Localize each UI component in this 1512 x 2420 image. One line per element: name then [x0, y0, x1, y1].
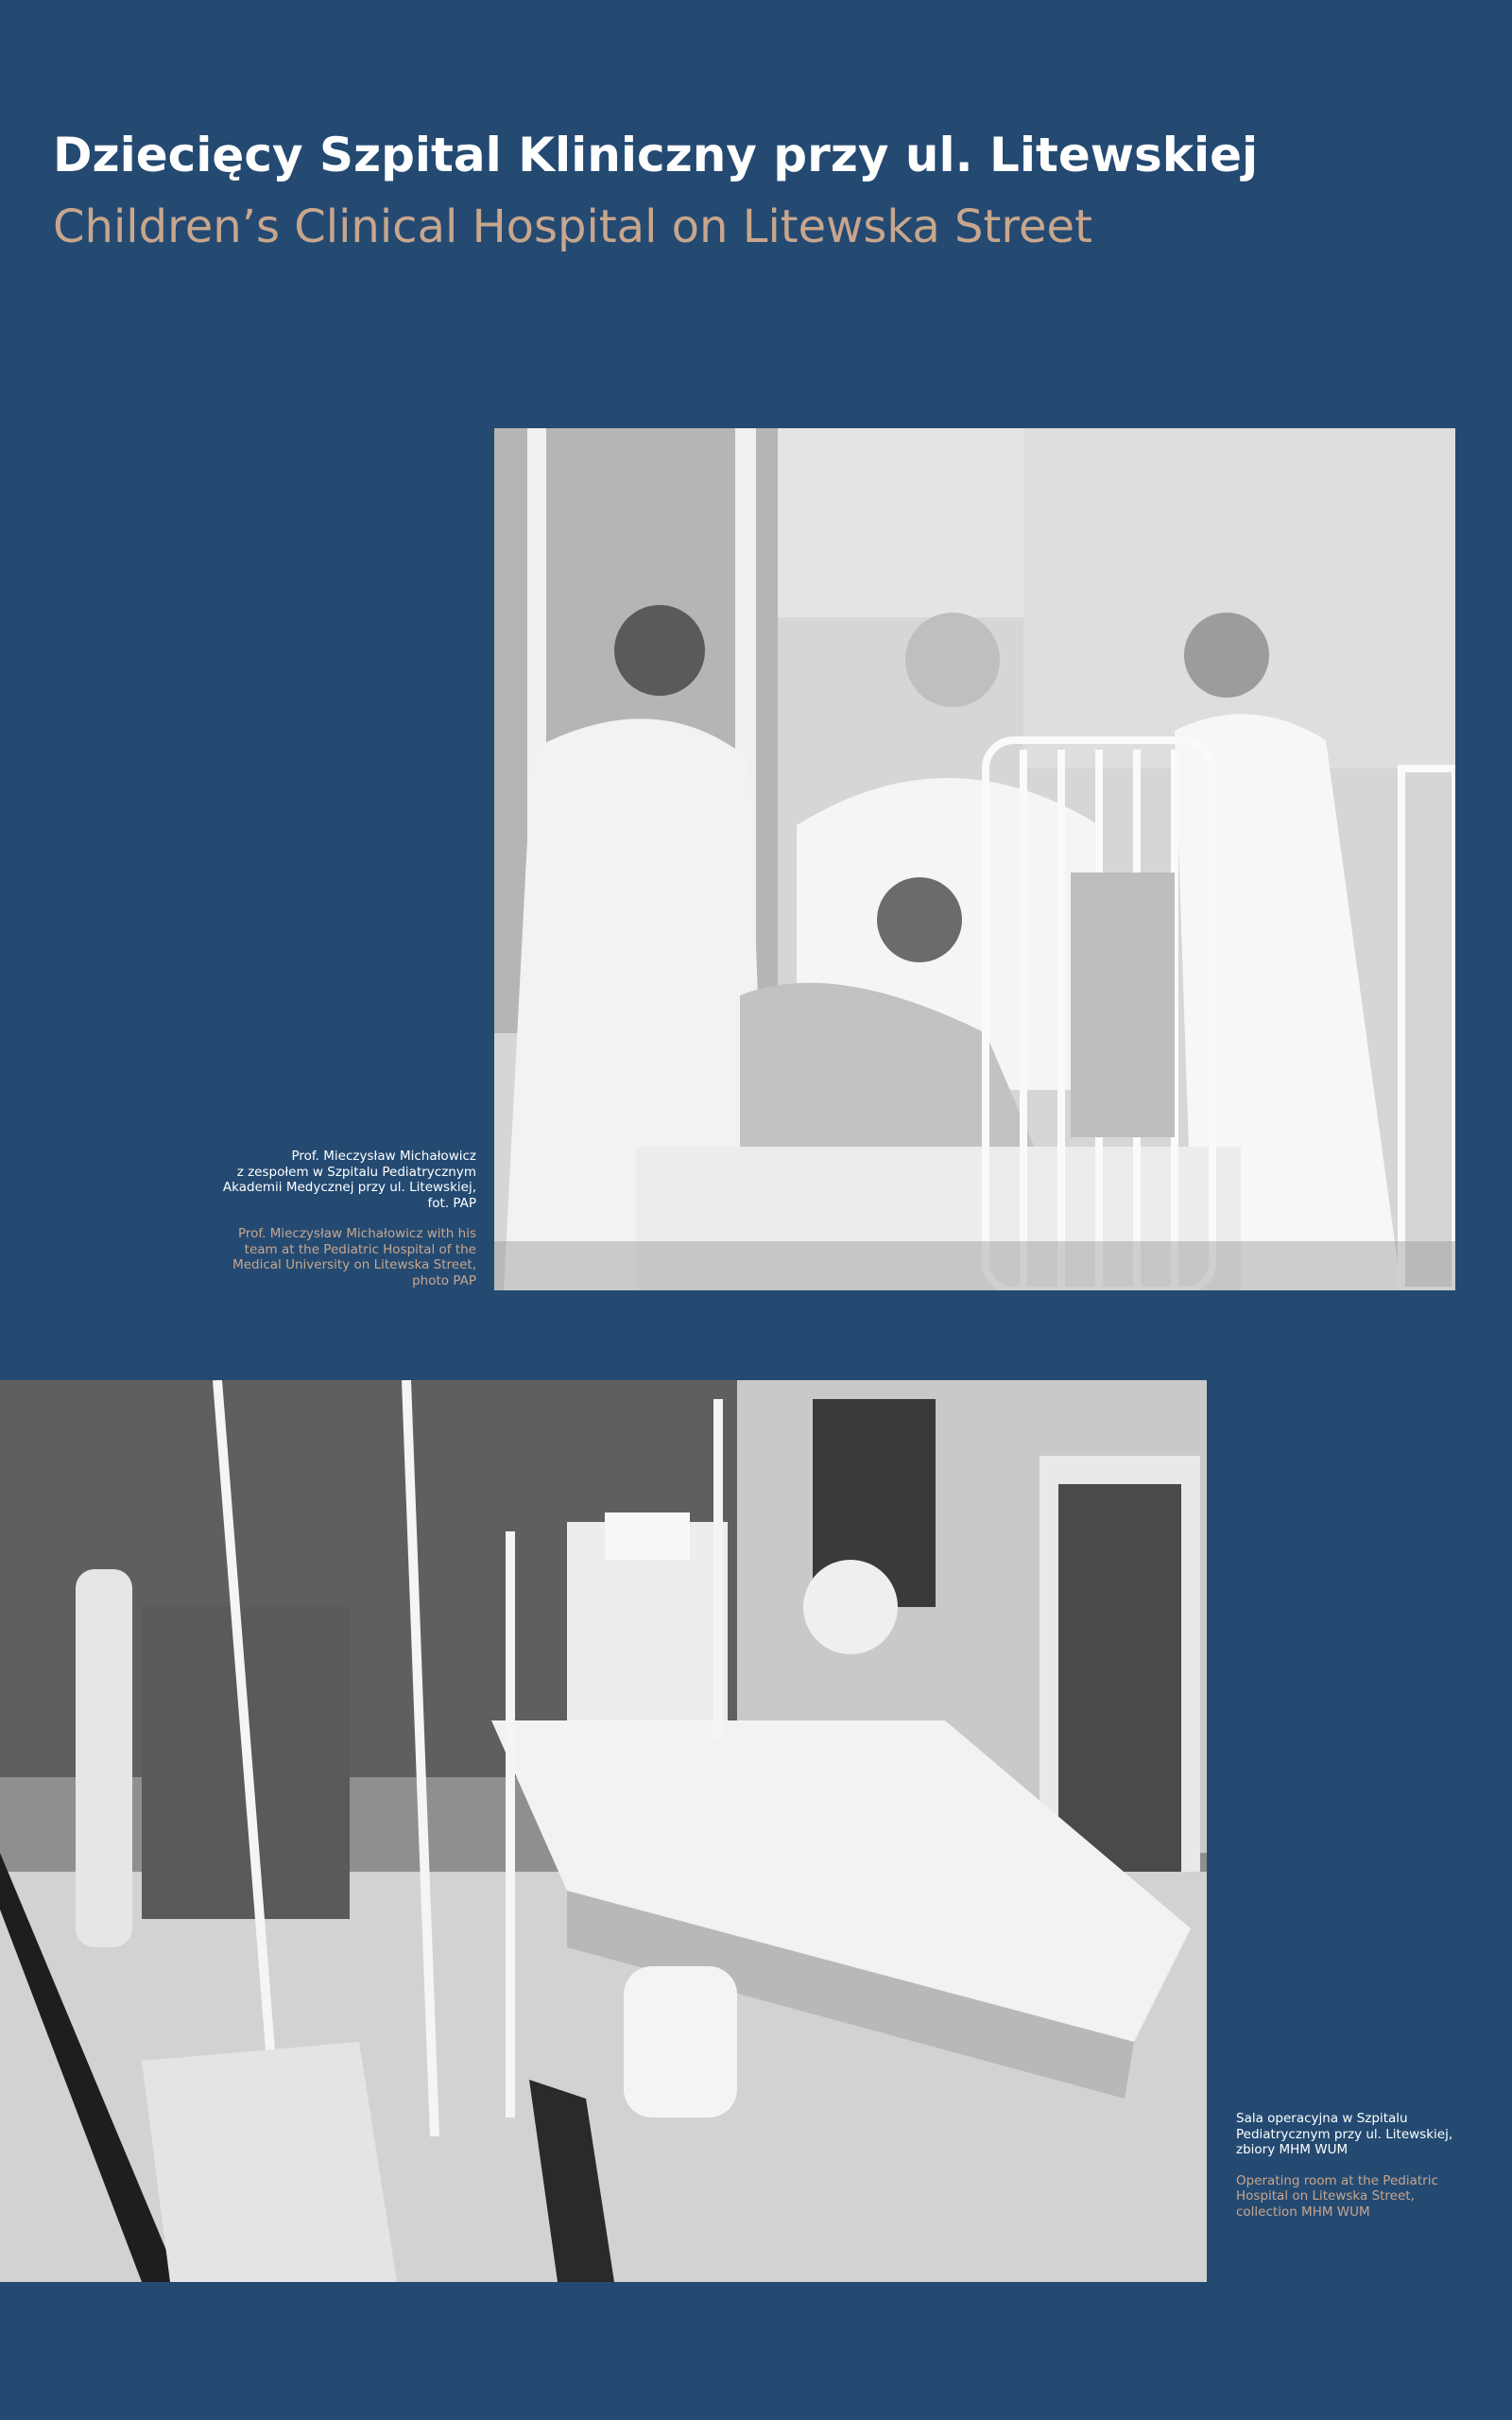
photo-1-caption — [189, 1149, 476, 1288]
photo-2-caption — [1236, 2111, 1491, 2220]
caption-english: Operating room at the Pediatric Hospital on Litewska Street, collection MHM WUM — [1236, 2172, 1438, 2220]
caption-polish: Sala operacyjna w Szpitalu Pediatrycznym przy ul. Litewskiej, zbiory MHM WUM — [1236, 2111, 1453, 2157]
photo-operating-room — [0, 1380, 1207, 2282]
page-subtitle: Children’s Clinical Hospital on Litewska Street — [53, 200, 1092, 253]
page-title: Dziecięcy Szpital Kliniczny przy ul. Litewskiej — [53, 128, 1259, 182]
caption-polish: Prof. Mieczysław Michałowicz z zespołem w Szpitalu Pediatrycznym Akademii Medycznej przy ul. Litewskiej, fot. PAP — [222, 1149, 476, 1211]
caption-english: Prof. Mieczysław Michałowicz with his team at the Pediatric Hospital of the Medical University on Litewska Street, photo PAP — [232, 1226, 476, 1288]
photo-doctors-with-child — [494, 428, 1455, 1290]
